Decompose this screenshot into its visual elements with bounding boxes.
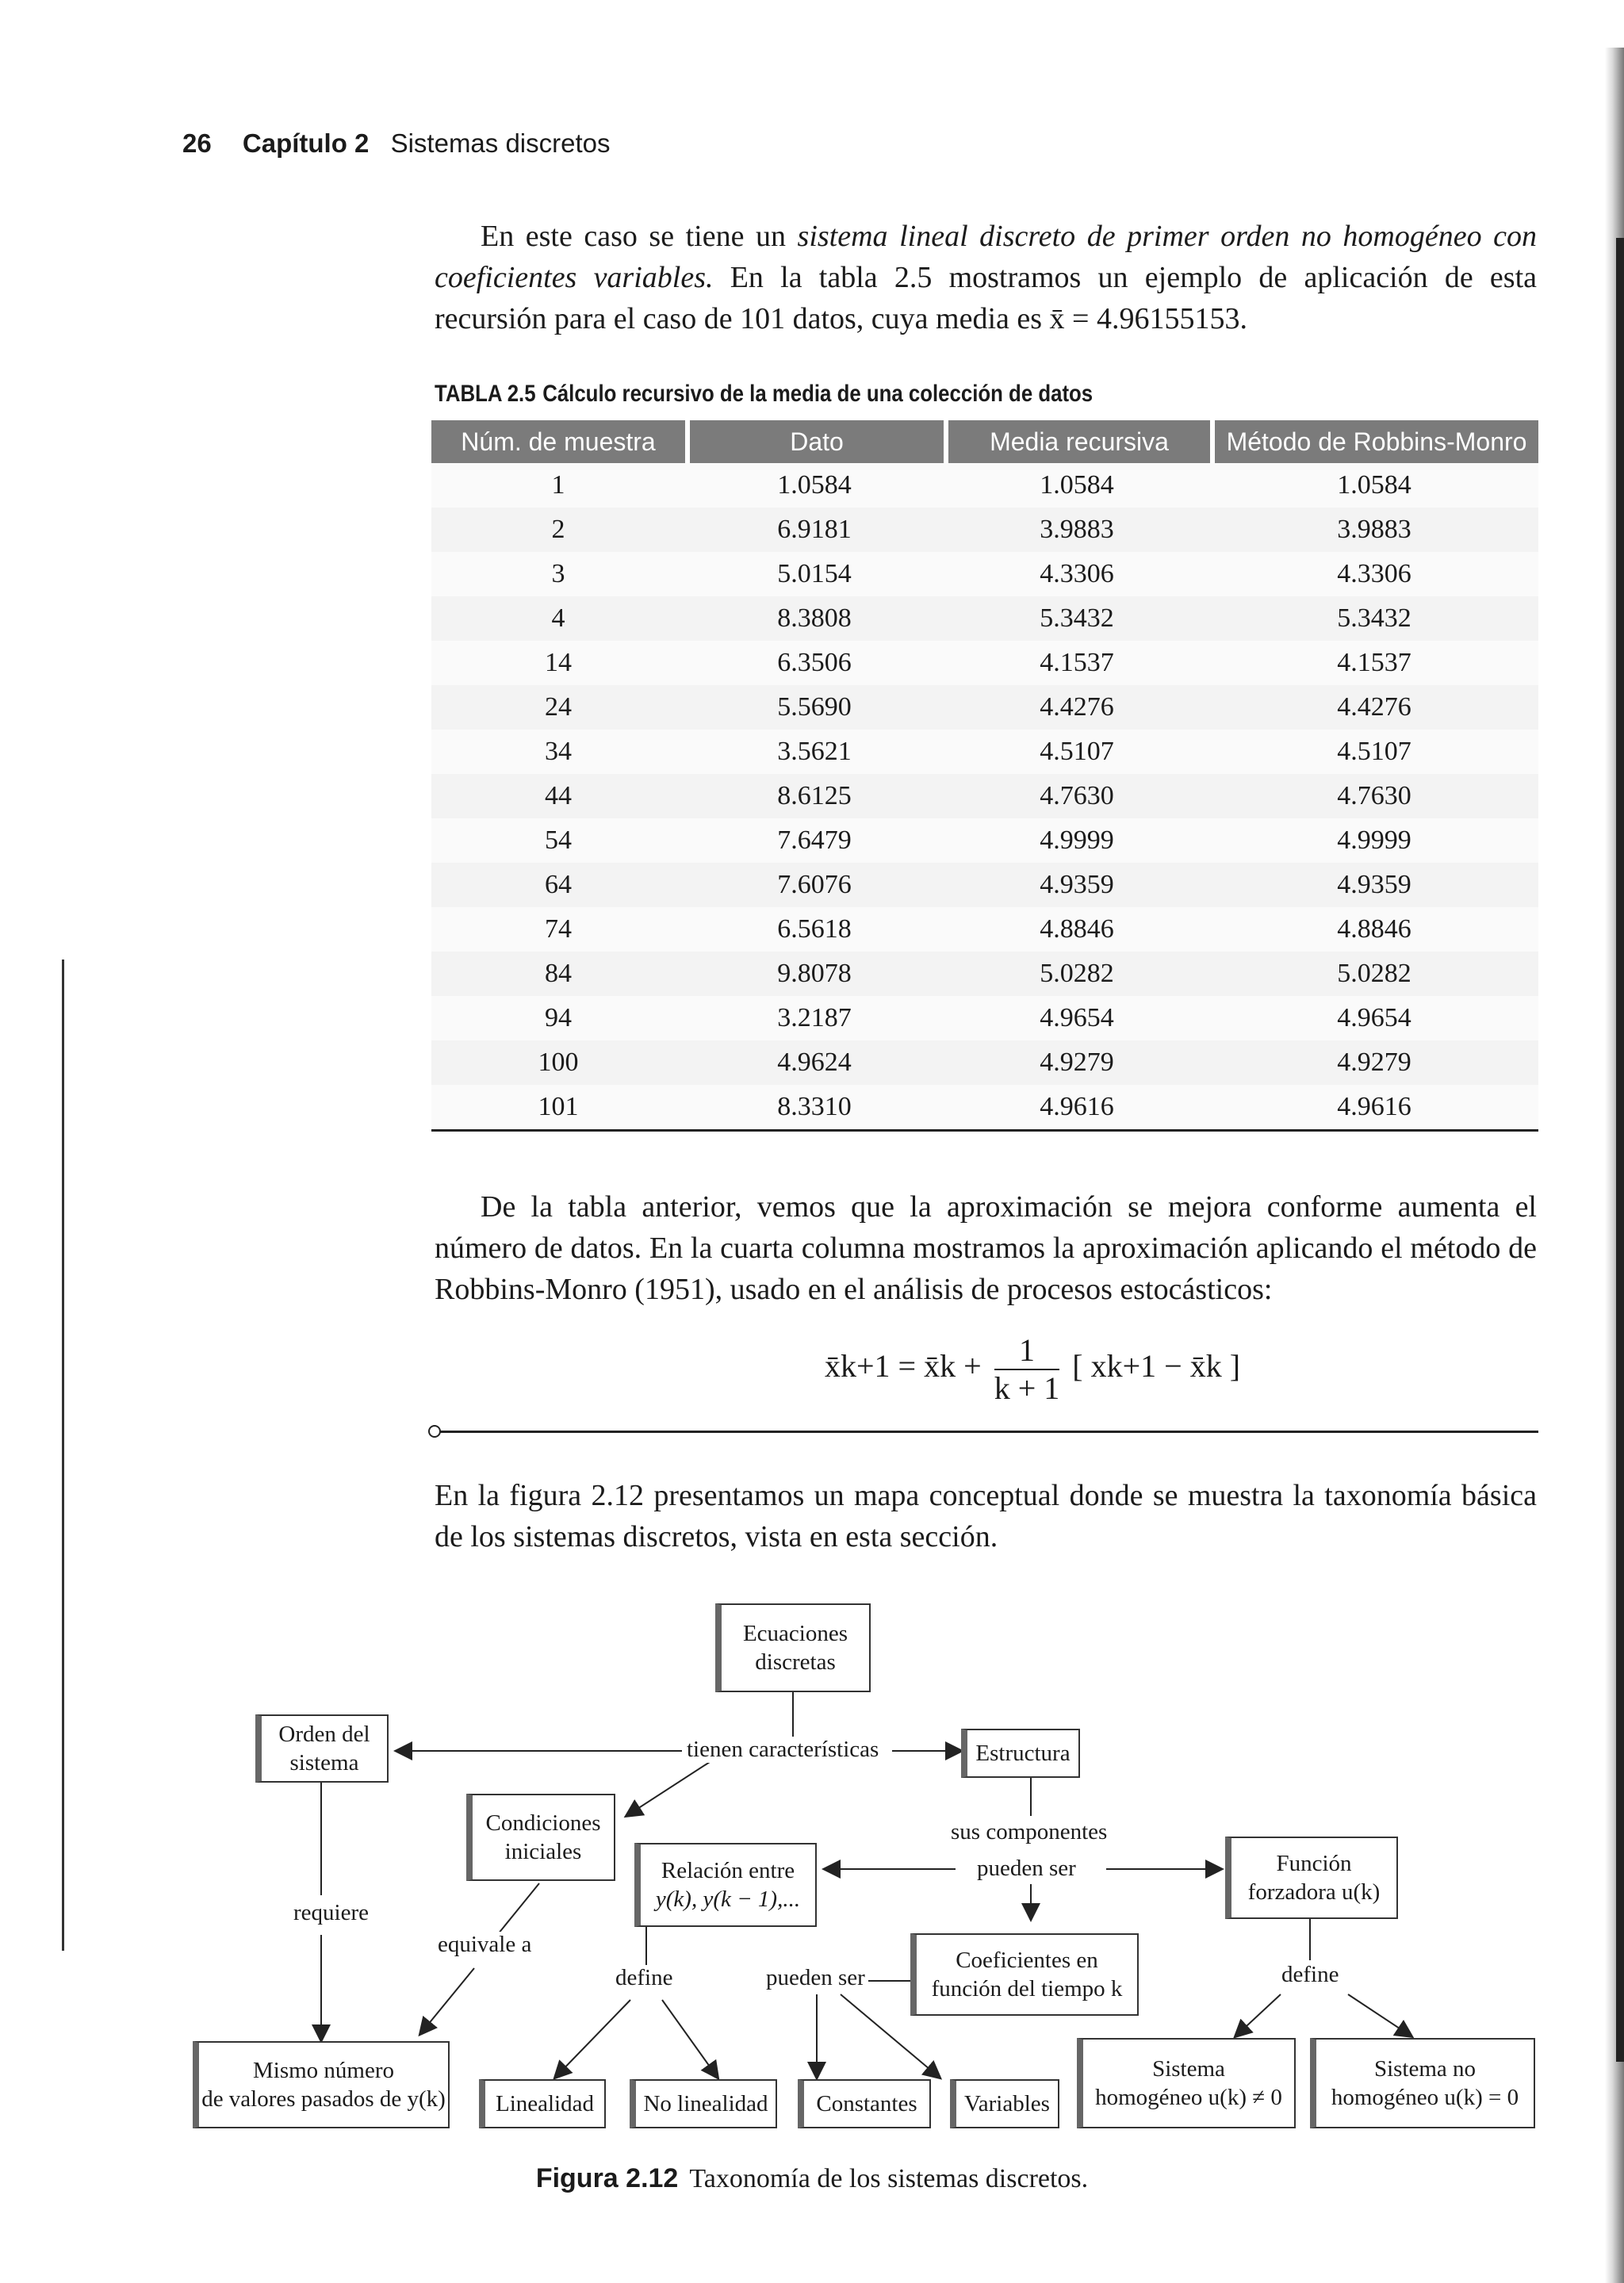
formula-lhs: x̄k+1 = x̄k + [825, 1348, 982, 1385]
table-cell: 4.5107 [1210, 730, 1538, 774]
table-cell: 5.5690 [685, 685, 944, 730]
table-cell: 94 [431, 996, 685, 1040]
table-cell: 1.0584 [1210, 463, 1538, 508]
table-title: Cálculo recursivo de la media de una colección de datos [542, 381, 1094, 407]
table-cell: 3.9883 [1210, 508, 1538, 552]
table-cell: 4.8846 [1210, 907, 1538, 952]
label-define-funcion: define [1278, 1962, 1342, 1988]
header-robbins-monro: Método de Robbins-Monro [1210, 420, 1538, 463]
table-cell: 7.6479 [685, 818, 944, 863]
intro-paragraph: En este caso se tiene un sistema lineal discreto de primer orden no homogéneo con coeficientes variables. En la tabla 2.5 mostramos un ejemplo de aplicación de esta recursión para el caso de 101 datos, cuya media es x̄ = 4.96155153. [435, 220, 1537, 335]
table-cell: 100 [431, 1040, 685, 1085]
node-orden-del-sistema: Orden del sistema [255, 1714, 389, 1783]
table-cell: 64 [431, 863, 685, 907]
figure-intro-paragraph: En la figura 2.12 presentamos un mapa conceptual donde se muestra la taxonomía básica de los sistemas discretos, vista en esta sección. [435, 1479, 1537, 1553]
table-cell: 2 [431, 508, 685, 552]
table-cell: 6.3506 [685, 641, 944, 685]
chapter-title: Sistemas discretos [390, 128, 611, 158]
header-sample: Núm. de muestra [431, 420, 685, 463]
table-cell: 8.6125 [685, 774, 944, 818]
table-cell: 5.0282 [944, 952, 1210, 996]
table-cell: 4.9616 [944, 1085, 1210, 1132]
table-cell: 54 [431, 818, 685, 863]
table-cell: 34 [431, 730, 685, 774]
italic-term: sistema lineal discreto de primer orden no homogéneo con coeficientes variables. [435, 220, 1537, 294]
table-cell: 84 [431, 952, 685, 996]
table-cell: 4.9616 [1210, 1085, 1538, 1132]
table-cell: 4.3306 [944, 552, 1210, 596]
label-requiere: requiere [290, 1900, 372, 1926]
label-pueden-ser-estructura: pueden ser [974, 1856, 1079, 1882]
node-estructura: Estructura [961, 1729, 1080, 1778]
header-data: Dato [685, 420, 944, 463]
table-cell: 4.9279 [1210, 1040, 1538, 1085]
table-cell: 4.1537 [1210, 641, 1538, 685]
node-relacion-entre: Relación entre y(k), y(k − 1),... [634, 1843, 817, 1927]
table-cell: 74 [431, 907, 685, 952]
node-coeficientes: Coeficientes en función del tiempo k [910, 1933, 1139, 2016]
node-constantes: Constantes [798, 2079, 931, 2128]
node-variables: Variables [950, 2079, 1059, 2128]
table-cell: 4.9279 [944, 1040, 1210, 1085]
table-cell: 6.9181 [685, 508, 944, 552]
chapter-label: Capítulo 2 [242, 128, 370, 158]
table-cell: 1 [431, 463, 685, 508]
table-cell: 4.5107 [944, 730, 1210, 774]
node-ecuaciones-discretas: Ecuaciones discretas [715, 1603, 871, 1692]
table-cell: 3 [431, 552, 685, 596]
table-cell: 6.5618 [685, 907, 944, 952]
formula-rhs: [ xk+1 − x̄k ] [1072, 1348, 1241, 1385]
label-equivale-a: equivale a [435, 1932, 534, 1958]
table-cell: 4.9359 [944, 863, 1210, 907]
figure-caption-text: Taxonomía de los sistemas discretos. [689, 2164, 1089, 2193]
table-cell: 24 [431, 685, 685, 730]
node-sistema-homogeneo: Sistema homogéneo u(k) ≠ 0 [1077, 2038, 1296, 2128]
page-number: 26 [182, 128, 212, 158]
table-cell: 1.0584 [944, 463, 1210, 508]
table-cell: 5.3432 [944, 596, 1210, 641]
header-recursive-mean: Media recursiva [944, 420, 1210, 463]
label-define-relacion: define [612, 1965, 676, 1991]
table-cell: 4.9999 [1210, 818, 1538, 863]
formula-numerator: 1 [994, 1332, 1060, 1370]
table-cell: 4.9654 [944, 996, 1210, 1040]
table-cell: 3.9883 [944, 508, 1210, 552]
node-no-linealidad: No linealidad [630, 2079, 777, 2128]
label-tienen-caracteristicas: tienen características [684, 1737, 882, 1763]
node-linealidad: Linealidad [479, 2079, 606, 2128]
table-cell: 7.6076 [685, 863, 944, 907]
label-pueden-ser-coeficientes: pueden ser [763, 1965, 868, 1991]
table-cell: 5.0282 [1210, 952, 1538, 996]
node-funcion-forzadora: Función forzadora u(k) [1225, 1837, 1398, 1919]
table-cell: 4.4276 [944, 685, 1210, 730]
table-cell: 4.9999 [944, 818, 1210, 863]
table-cell: 5.3432 [1210, 596, 1538, 641]
label-sus-componentes: sus componentes [948, 1819, 1110, 1845]
node-condiciones-iniciales: Condiciones iniciales [466, 1794, 615, 1881]
table-cell: 44 [431, 774, 685, 818]
table-label: TABLA 2.5 [435, 381, 536, 407]
figure-caption [0, 2163, 1624, 2194]
table-cell: 101 [431, 1085, 685, 1132]
mean-value: x̄ = 4.96155153. [1049, 302, 1247, 335]
table-cell: 4.9624 [685, 1040, 944, 1085]
node-mismo-numero: Mismo número de valores pasados de y(k) [193, 2041, 450, 2128]
table-cell: 14 [431, 641, 685, 685]
table-cell: 4.1537 [944, 641, 1210, 685]
table-cell: 4.4276 [1210, 685, 1538, 730]
table-cell: 8.3808 [685, 596, 944, 641]
table-cell: 4.9359 [1210, 863, 1538, 907]
node-sistema-no-homogeneo: Sistema no homogéneo u(k) = 0 [1310, 2038, 1535, 2128]
table-cell: 9.8078 [685, 952, 944, 996]
table-cell: 8.3310 [685, 1085, 944, 1132]
figure-number: Figura 2.12 [535, 2163, 679, 2193]
table-cell: 4.7630 [1210, 774, 1538, 818]
table-cell: 4 [431, 596, 685, 641]
table-cell: 5.0154 [685, 552, 944, 596]
table-cell: 3.5621 [685, 730, 944, 774]
table-cell: 4.8846 [944, 907, 1210, 952]
table-cell: 4.9654 [1210, 996, 1538, 1040]
formula-denominator: k + 1 [994, 1370, 1060, 1406]
table-cell: 1.0584 [685, 463, 944, 508]
table-cell: 4.7630 [944, 774, 1210, 818]
table-cell: 3.2187 [685, 996, 944, 1040]
analysis-paragraph: De la tabla anterior, vemos que la aproximación se mejora conforme aumenta el número de datos. En la cuarta columna mostramos la aproximación aplicando el método de Robbins-Monro (1951), usado en el análisis de procesos estocásticos: [435, 1190, 1537, 1306]
table-cell: 4.3306 [1210, 552, 1538, 596]
